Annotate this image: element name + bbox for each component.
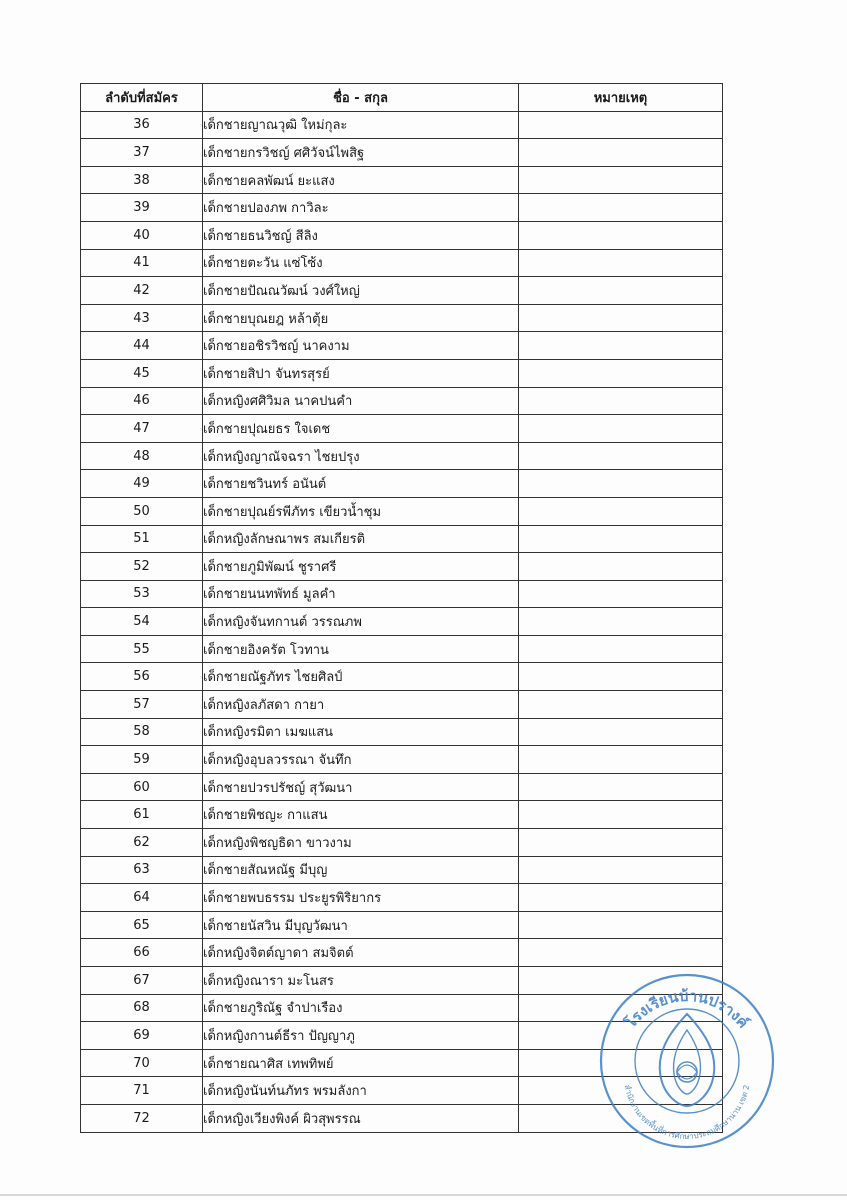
row-remark — [519, 249, 723, 277]
table-row — [81, 166, 723, 194]
row-number: 43 — [81, 304, 203, 332]
row-remark — [519, 801, 723, 829]
row-remark — [519, 608, 723, 636]
row-full-name: เด็กชายณัฐภัทร ไชยศิลป์ — [203, 663, 519, 691]
header-application-number: ลำดับที่สมัคร — [81, 84, 203, 112]
row-number: 38 — [81, 166, 203, 194]
table-row — [81, 773, 723, 801]
row-number: 68 — [81, 994, 203, 1022]
row-remark — [519, 580, 723, 608]
row-number: 41 — [81, 249, 203, 277]
row-number: 57 — [81, 691, 203, 719]
row-full-name: เด็กหญิงเวียงพิงค์ ผิวสุพรรณ — [203, 1104, 519, 1132]
row-number: 61 — [81, 801, 203, 829]
row-full-name: เด็กหญิงพิชญธิดา ขาวงาม — [203, 829, 519, 857]
table-row — [81, 663, 723, 691]
row-remark — [519, 166, 723, 194]
row-number: 40 — [81, 221, 203, 249]
row-number: 54 — [81, 608, 203, 636]
row-number: 55 — [81, 635, 203, 663]
table-row — [81, 497, 723, 525]
row-full-name: เด็กชายพบธรรม ประยูรพิริยากร — [203, 884, 519, 912]
table-row — [81, 111, 723, 139]
row-number: 69 — [81, 1022, 203, 1050]
row-full-name: เด็กชายปวรปรัชญ์ สุวัฒนา — [203, 773, 519, 801]
row-number: 59 — [81, 746, 203, 774]
row-remark — [519, 497, 723, 525]
row-number: 36 — [81, 111, 203, 139]
table-row — [81, 553, 723, 581]
row-remark — [519, 635, 723, 663]
row-remark — [519, 829, 723, 857]
row-number: 56 — [81, 663, 203, 691]
row-full-name: เด็กชายสัณหณัฐ มีบุญ — [203, 856, 519, 884]
row-number: 65 — [81, 911, 203, 939]
row-number: 66 — [81, 939, 203, 967]
row-full-name: เด็กชายปุณยธร ใจเดช — [203, 415, 519, 443]
row-full-name: เด็กชายปองภพ กาวิละ — [203, 194, 519, 222]
table-row — [81, 304, 723, 332]
table-row — [81, 856, 723, 884]
table-row — [81, 829, 723, 857]
row-number: 70 — [81, 1049, 203, 1077]
table-row — [81, 718, 723, 746]
table-row — [81, 277, 723, 305]
table-row — [81, 442, 723, 470]
row-remark — [519, 139, 723, 167]
row-full-name: เด็กชายพิชญะ กาแสน — [203, 801, 519, 829]
row-full-name: เด็กหญิงกานต์ธีรา ปัญญาภู — [203, 1022, 519, 1050]
row-remark — [519, 277, 723, 305]
row-full-name: เด็กชายธนวิชญ์ สีลิง — [203, 221, 519, 249]
table-row — [81, 387, 723, 415]
row-remark — [519, 525, 723, 553]
row-remark — [519, 856, 723, 884]
table-row — [81, 332, 723, 360]
row-full-name: เด็กชายนนทพัทธ์ มูลคำ — [203, 580, 519, 608]
row-remark — [519, 911, 723, 939]
table-row — [81, 415, 723, 443]
row-full-name: เด็กชายญาณวุฒิ ใหม่กุละ — [203, 111, 519, 139]
header-remark: หมายเหตุ — [519, 84, 723, 112]
row-number: 45 — [81, 359, 203, 387]
row-remark — [519, 111, 723, 139]
row-number: 67 — [81, 967, 203, 995]
school-seal-stamp — [598, 972, 776, 1150]
row-full-name: เด็กหญิงจิตต์ญาดา สมจิตต์ — [203, 939, 519, 967]
row-full-name: เด็กชายอิงครัต โวทาน — [203, 635, 519, 663]
row-number: 53 — [81, 580, 203, 608]
row-full-name: เด็กชายบุณยฎ หล้าตุ้ย — [203, 304, 519, 332]
table-row — [81, 635, 723, 663]
seal-top-text: โรงเรียนบ้านปรางค์ — [621, 986, 753, 1032]
row-full-name: เด็กชายกรวิชญ์ ศศิวัจน์ไพสิฐ — [203, 139, 519, 167]
row-remark — [519, 387, 723, 415]
row-remark — [519, 304, 723, 332]
row-remark — [519, 470, 723, 498]
table-header-row — [81, 84, 723, 112]
row-full-name: เด็กหญิงลักษณาพร สมเกียรติ — [203, 525, 519, 553]
row-remark — [519, 746, 723, 774]
row-full-name: เด็กชายคลพัฒน์ ยะแสง — [203, 166, 519, 194]
row-number: 49 — [81, 470, 203, 498]
row-full-name: เด็กชายตะวัน แซ่โซ้ง — [203, 249, 519, 277]
row-number: 48 — [81, 442, 203, 470]
row-full-name: เด็กหญิงรมิตา เมฆแสน — [203, 718, 519, 746]
row-full-name: เด็กชายสิปา จันทรสุรย์ — [203, 359, 519, 387]
table-row — [81, 139, 723, 167]
row-full-name: เด็กหญิงลภัสดา กายา — [203, 691, 519, 719]
row-remark — [519, 939, 723, 967]
row-number: 58 — [81, 718, 203, 746]
row-full-name: เด็กหญิงนันท์นภัทร พรมลังกา — [203, 1077, 519, 1105]
row-full-name: เด็กหญิงจันทกานต์ วรรณภพ — [203, 608, 519, 636]
row-number: 42 — [81, 277, 203, 305]
table-row — [81, 359, 723, 387]
table-row — [81, 580, 723, 608]
row-remark — [519, 415, 723, 443]
table-row — [81, 470, 723, 498]
table-row — [81, 939, 723, 967]
header-full-name: ชื่อ - สกุล — [203, 84, 519, 112]
row-full-name: เด็กชายปัณณวัฒน์ วงศ์ใหญ่ — [203, 277, 519, 305]
seal-bottom-text: สำนักงานเขตพื้นที่การศึกษาประถมศึกษาน่าน เขต 2 — [622, 1083, 752, 1142]
row-number: 47 — [81, 415, 203, 443]
table-row — [81, 746, 723, 774]
row-full-name: เด็กหญิงอุบลวรรณา จันทึก — [203, 746, 519, 774]
row-number: 46 — [81, 387, 203, 415]
row-full-name: เด็กชายปุณย์รพีภัทร เขียวน้ำชุม — [203, 497, 519, 525]
row-remark — [519, 332, 723, 360]
table-row — [81, 221, 723, 249]
row-full-name: เด็กชายชวินทร์ อนันต์ — [203, 470, 519, 498]
row-full-name: เด็กหญิงญาณัจฉรา ไชยปรุง — [203, 442, 519, 470]
table-row — [81, 884, 723, 912]
scan-edge-line — [0, 1194, 847, 1196]
table-row — [81, 194, 723, 222]
row-remark — [519, 194, 723, 222]
row-number: 50 — [81, 497, 203, 525]
row-remark — [519, 221, 723, 249]
table-row — [81, 911, 723, 939]
row-remark — [519, 553, 723, 581]
row-remark — [519, 884, 723, 912]
row-number: 51 — [81, 525, 203, 553]
row-remark — [519, 663, 723, 691]
row-number: 39 — [81, 194, 203, 222]
table-row — [81, 801, 723, 829]
row-full-name: เด็กชายนัสวิน มีบุญวัฒนา — [203, 911, 519, 939]
row-number: 52 — [81, 553, 203, 581]
row-remark — [519, 442, 723, 470]
row-full-name: เด็กชายอชิรวิชญ์ นาคงาม — [203, 332, 519, 360]
row-full-name: เด็กชายภูริณัฐ จำปาเรือง — [203, 994, 519, 1022]
row-number: 72 — [81, 1104, 203, 1132]
row-remark — [519, 691, 723, 719]
row-full-name: เด็กหญิงศศิวิมล นาคปนคำ — [203, 387, 519, 415]
row-number: 64 — [81, 884, 203, 912]
row-number: 62 — [81, 829, 203, 857]
row-remark — [519, 718, 723, 746]
table-row — [81, 691, 723, 719]
row-number: 37 — [81, 139, 203, 167]
row-full-name: เด็กชายภูมิพัฒน์ ชูราศรี — [203, 553, 519, 581]
row-full-name: เด็กหญิงณารา มะโนสร — [203, 967, 519, 995]
row-number: 71 — [81, 1077, 203, 1105]
row-full-name: เด็กชายณาศิส เทพทิพย์ — [203, 1049, 519, 1077]
table-row — [81, 249, 723, 277]
row-number: 63 — [81, 856, 203, 884]
row-number: 60 — [81, 773, 203, 801]
seal-emblem-icon — [660, 1014, 715, 1106]
row-remark — [519, 773, 723, 801]
table-row — [81, 608, 723, 636]
row-remark — [519, 359, 723, 387]
row-number: 44 — [81, 332, 203, 360]
table-row — [81, 525, 723, 553]
